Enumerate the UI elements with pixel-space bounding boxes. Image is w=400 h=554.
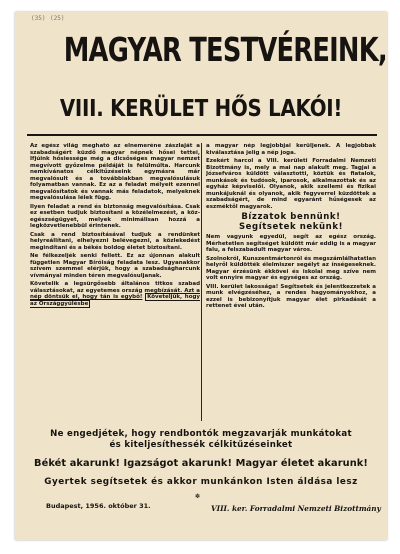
place-date: Budapest, 1956. október 31. (46, 502, 151, 510)
column-divider (201, 143, 202, 421)
paragraph: Ezekért harcol a VIII. kerületi Forradalmi Nemzeti Bizottmány is, mely a mai nap alakult meg. Tagjai a Józsefváros küldött választotti, köztük és fiatalok, munkások és tudósok, iparosok, alkalmazottak és az egyház képviselői. Olyanok, akik szellemi és fizikai munkájuknál és olyanok, akik fegyverrel küzdöttek a szabadságért, de mind egyaránt hűségesek az eszméktől magyarok. (206, 158, 376, 210)
poster-subtitle: VIII. KERÜLET HŐS LAKÓI! (59, 96, 343, 122)
paragraph: Szolnokról, Kunszentmártonról és megszámlálhatatlan helyről küldötték élelmiszer segélyt az ínségeseknek. Magyar érzésünk ékkövei és iskolai meg szíve nem volt ennyire magyar és egységes az ország. (206, 255, 376, 281)
appeal-line: és kiteljesíthessék célkitűzéseinket (109, 440, 293, 450)
paragraph: Nem vagyunk egyedül, segít az egész ország. Mérhetetlen segítséget küldött már eddig is a magyar falu, a felszabadult magyar város. (206, 234, 376, 253)
left-column (30, 143, 200, 423)
poster-title: MAGYAR TESTVÉREINK, (63, 30, 387, 69)
poster (15, 12, 387, 540)
right-column (206, 143, 376, 423)
divider-rule (27, 134, 377, 136)
appeal-line: Ne engedjétek, hogy rendbontók megzavarják munkátokat (50, 429, 352, 439)
paragraph-text: Követelik a legsürgősebb általános titkos szabad választásokat, az egyetemes ország megbízását. (30, 281, 200, 294)
archive-stamp: (25) (50, 15, 65, 22)
paragraph: Csak a rend biztosításával tudjuk a rendünket helyreállítani, elhelyezni belévegezni, a közlekedést megindítani és a békés boldog életet biztosítani. (30, 231, 200, 251)
appeal-line: Gyertek segítsetek és akkor munkánkon Isten áldása lesz (44, 477, 358, 487)
paragraph: Az egész világ megható az elnemeréne zászlaját a szabadságért küzdő magyar népnek hősei tettei, Ifjúink hősiessége még a dicsőséges magyar nemzet megvívott győzelme példáját is felülmúlta. Harcunk nemkívánatos célkitűzéseink egymásra már megvalósult és a továbbiakban megvalósulásuk folyamatban vannak. Ez az a feladat mélyeit ezennel megvalósítatok és vannak más feladatok, melyeknek megvalósulása lélek függ. (30, 143, 200, 201)
boxed-text: Követeljük, hogy az Országgyűlésbe (30, 294, 200, 307)
paragraph: Ilyen feladat a rend és biztonság megvalósítása. Csak ez esetben tudjuk biztosítani a közélelmezést, a közegészségügyet, melyek minimálisan hozzá a legközvetlenebbül érintenek. (30, 203, 200, 229)
archive-stamp: (35) (31, 15, 46, 22)
signature: VIII. ker. Forradalmi Nemzeti Bizottmány (211, 504, 381, 513)
underlined-text: Azt a nép döntsük el, hogy tán is egybő! (30, 287, 200, 300)
slogan-line: Békét akarunk! Igazságot akarunk! Magyar életet akarunk! (34, 458, 368, 469)
paragraph: Ne félkezeljék senki fellett. Ez az újonnan alakult független Magyar Bíróiság feladata lesz. Ugyanakkor szívem szemmel elérjük, hogy a szabadságharcunk vívmányai minden téren megvalósuljanak. (30, 253, 200, 279)
paragraph (30, 281, 200, 307)
printer-mark-icon: ✽ (195, 493, 201, 500)
paragraph: VIII. kerület lakossága! Segítsetek és jelentkezzetek a munk elvégzéséhez, a rendes hagyományokhoz, a ezzel is bebizonyítjuk magyar élet pirkadását a rettenet évei után. (206, 283, 376, 309)
paragraph: a magyar nép legjobbjai kerüljenek. A legjobbak kiválasztása jelig a nép joga. (206, 143, 376, 156)
slogan-heading: Segítsetek nekünk! (238, 222, 344, 232)
slogan-heading: Bízzatok bennünk! (241, 212, 341, 222)
